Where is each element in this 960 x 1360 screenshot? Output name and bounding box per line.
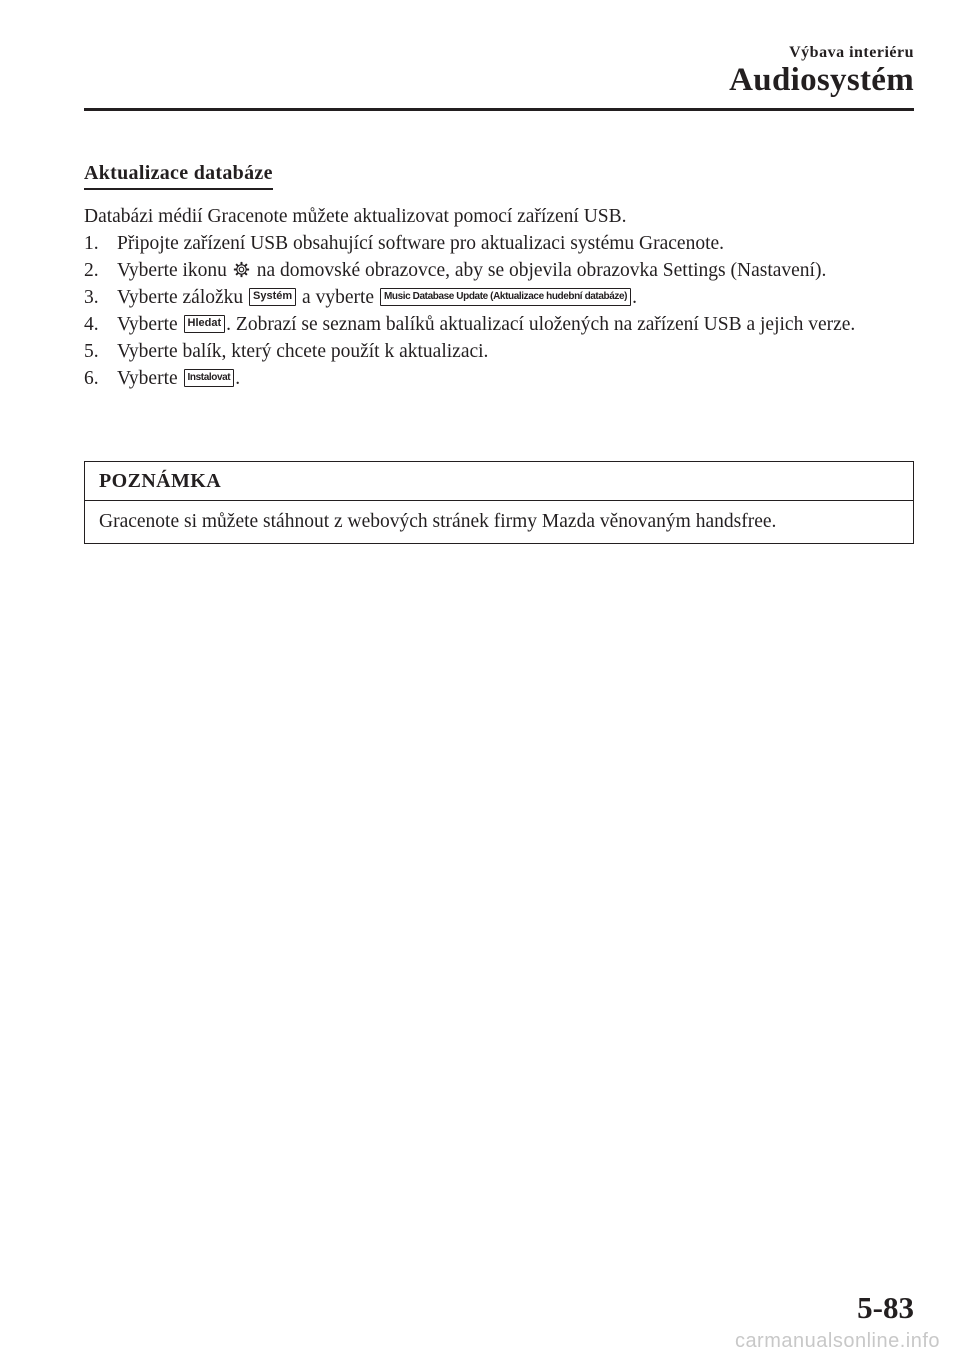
- page-number: 5-83: [857, 1290, 914, 1325]
- step-number: 2.: [84, 260, 99, 281]
- step-item: [84, 257, 914, 284]
- step-text: Vyberte balík, který chcete použít k aktualizaci.: [117, 341, 489, 362]
- step-text: Vyberte ikonu: [117, 260, 227, 281]
- step-number: 6.: [84, 368, 99, 389]
- search-button-label: Hledat: [184, 315, 226, 333]
- intro-paragraph: Databázi médií Gracenote můžete aktualizovat pomocí zařízení USB.: [84, 206, 627, 227]
- step-text: .: [235, 368, 241, 389]
- watermark-link[interactable]: carmanualsonline.info: [734, 1330, 940, 1352]
- header-divider: [84, 108, 914, 111]
- step-text: Připojte zařízení USB obsahující software pro aktualizaci systému Gracenote.: [117, 233, 725, 254]
- step-text: Vyberte: [117, 314, 178, 335]
- step-text: Vyberte záložku: [117, 287, 244, 308]
- system-tab-button-label: Systém: [249, 288, 296, 306]
- step-text: Vyberte: [117, 368, 178, 389]
- step-item: [84, 284, 914, 311]
- header-section-label: Výbava interiéru: [789, 44, 914, 61]
- note-box: [84, 461, 914, 544]
- main-content: [84, 160, 914, 392]
- step-text: .: [632, 287, 637, 308]
- step-item: [84, 311, 914, 338]
- step-number: 5.: [84, 341, 99, 362]
- step-number: 1.: [84, 233, 99, 254]
- steps-list: [84, 230, 914, 392]
- note-title: POZNÁMKA: [85, 462, 913, 501]
- note-text: Gracenote si můžete stáhnout z webových stránek firmy Mazda věnovaným handsfree.: [99, 511, 777, 532]
- step-text: a vyberte: [302, 287, 375, 308]
- section-heading: Aktualizace databáze: [84, 160, 273, 190]
- settings-gear-icon: [233, 261, 250, 278]
- music-database-update-button-label: Music Database Update (Aktualizace hudební databáze): [380, 288, 631, 306]
- step-item: [84, 338, 914, 365]
- step-text: na domovské obrazovce, aby se objevila obrazovka Settings (Nastavení).: [256, 260, 827, 281]
- step-number: 3.: [84, 287, 99, 308]
- step-item: [84, 230, 914, 257]
- step-item: [84, 365, 914, 392]
- step-number: 4.: [84, 314, 99, 335]
- step-text: . Zobrazí se seznam balíků aktualizací uložených na zařízení USB a jejich verze.: [226, 314, 856, 335]
- page-title: Audiosystém: [729, 62, 914, 98]
- install-button-label: Instalovat: [184, 369, 235, 387]
